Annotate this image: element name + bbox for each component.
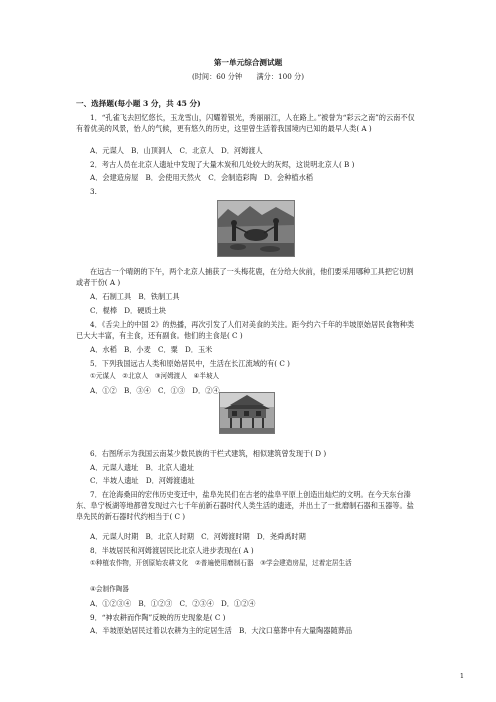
question-8-stem: 8．半坡居民和河姆渡居民比北京人进步表现在( A ): [90, 546, 254, 555]
hunting-scene-photo: [217, 200, 295, 257]
question-6-options-ab: A．元谋人遗址 B．北京人遗址: [90, 463, 194, 472]
question-2-options: A．会建造房屋 B．会使用天然火 C．会制造彩陶 D．会种植水稻: [90, 173, 313, 182]
question-3-options-cd: C．棍棒 D．硬质土块: [90, 306, 166, 315]
page-title: 第一单元综合测试题: [213, 58, 283, 67]
question-8-items: ①种植农作物，开创原始农耕文化 ②普遍使用磨制石器 ③学会建造房屋，过着定居生活: [90, 559, 352, 567]
question-2-stem: 2．考古人员在北京人遗址中发现了大量木炭和几处较大的灰烬，这说明北京人( B ): [90, 160, 355, 169]
stilt-house-photo: [219, 392, 275, 434]
question-6-stem: 6．右图所示为我国云南某少数民族的干栏式建筑，相似建筑曾发现于( D ): [90, 449, 327, 458]
question-8-options: A．①②③④ B．①②③ C．②③④ D．①②④: [90, 599, 256, 608]
page-number: 1: [459, 672, 464, 680]
question-3-options-ab: A．石制工具 B．铁制工具: [90, 292, 180, 301]
page-subtitle: (时间：60 分钟 满分：100 分): [191, 72, 305, 81]
question-6-options-cd: C．半坡人遗址 D．河姆渡遗址: [90, 476, 195, 485]
question-5-options: A．①② B．③④ C．①③ D．②④: [90, 386, 220, 395]
question-3-stem: 在远古一个晴朗的下午，两个北京人捕获了一头梅花鹿，在分给大伙前，他们要采用哪种工具把它切割或者干份( A ): [76, 267, 414, 287]
question-4-stem: 4．《舌尖上的中国 2》的热播，再次引发了人们对美食的关注。距今约六千年的半坡原始居民食物种类已大大丰富，有主食，还有副食。他们的主食是( C ): [76, 320, 415, 340]
section-heading: 一、选择题(每小题 3 分，共 45 分): [76, 99, 201, 108]
question-1-options: A．元谋人 B．山顶洞人 C．北京人 D．河姆渡人: [90, 146, 263, 155]
question-7-stem: 7．在沧海桑田的宏伟历史变迁中，盐阜先民们在古老的盐阜平原上创造出灿烂的文明。在今天东台溱东、阜宁板湖等地都曾发现过六七千年前新石器时代人类生活的遗迹，并出土了一批磨制石器和玉器等。盐阜先民的新石器时代约相当于( C ): [76, 490, 414, 521]
question-3-number: 3.: [90, 187, 97, 196]
question-8-item-4: ④会制作陶器: [90, 585, 129, 593]
question-5-stem: 5．下列我国远古人类和原始居民中，生活在长江流域的有( C ): [90, 359, 290, 368]
question-5-items: ①元谋人 ②北京人 ③河姆渡人 ④半坡人: [90, 372, 220, 380]
question-9-stem: 9．“神农耕而作陶”反映的历史现象是( C ): [90, 613, 226, 622]
question-9-options: A．半坡原始居民过着以农耕为主的定居生活 B．大汶口墓葬中有大量陶器随葬品: [90, 626, 353, 635]
question-4-options: A．水稻 B．小麦 C．粟 D．玉米: [90, 345, 213, 354]
question-1-stem: 1．“孔雀飞去回忆悠长，玉龙雪山，闪耀着银光，秀丽丽江，人在路上。”被誉为“彩云之南”的云南不仅有着优美的风景，怡人的气候，更有悠久的历史，这里曾生活着我国境内已知的最早人类( A ): [76, 113, 415, 133]
question-7-options: A．元谋人时期 B．北京人时期 C．河姆渡时期 D．尧舜禹时期: [90, 532, 306, 541]
